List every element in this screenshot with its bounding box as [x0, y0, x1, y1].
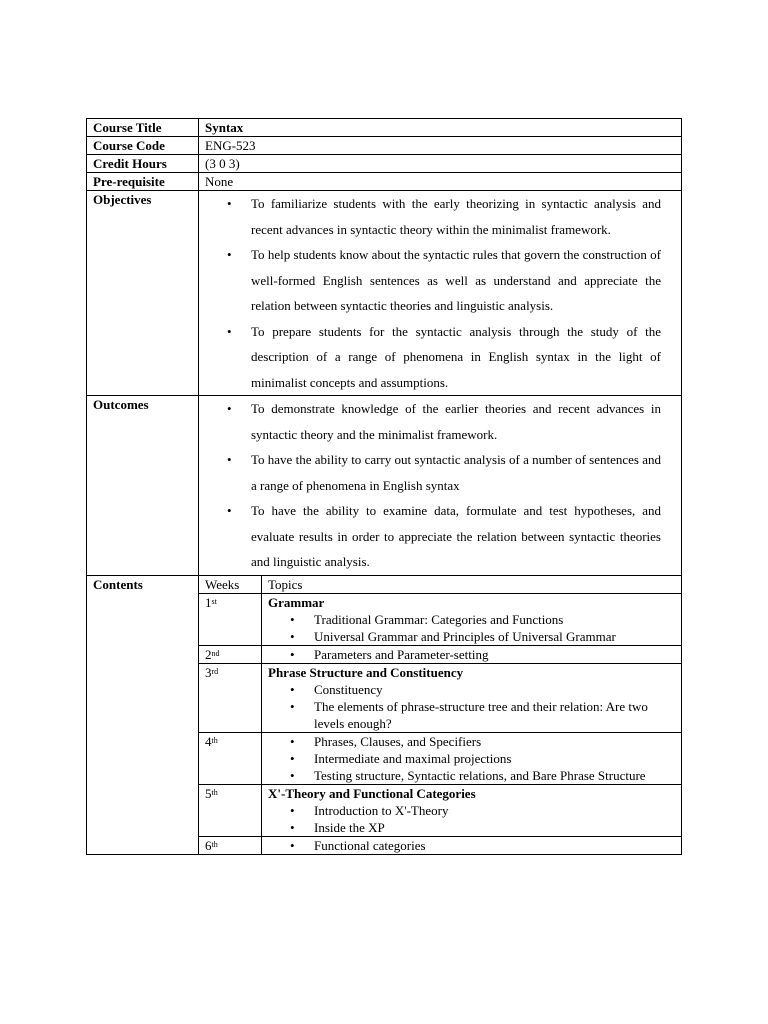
week-number-cell [199, 593, 262, 645]
outcomes-list [205, 396, 661, 575]
week-row [199, 732, 681, 784]
week-topic-item: • Parameters and Parameter-setting [268, 646, 675, 663]
course-table [86, 118, 682, 855]
week-number-cell [199, 784, 262, 836]
week-topic-heading: Grammar [268, 594, 325, 610]
week-topics-cell [262, 836, 682, 854]
course-title-row [87, 119, 682, 137]
topics-header: Topics [262, 576, 682, 594]
week-topic-list [268, 681, 675, 732]
contents-row [87, 575, 682, 854]
course-document [86, 118, 682, 855]
course-code-value: ENG-523 [199, 137, 682, 155]
week-row [199, 645, 681, 663]
week-row [199, 593, 681, 645]
week-topic-item: • Universal Grammar and Principles of Universal Grammar [268, 628, 675, 645]
week-topic-item: • Introduction to X'-Theory [268, 802, 675, 819]
objectives-label: Objectives [87, 191, 199, 396]
week-number: 4 [205, 733, 212, 749]
prerequisite-value: None [199, 173, 682, 191]
week-topic-item: • Phrases, Clauses, and Specifiers [268, 733, 675, 750]
week-topic-list [268, 733, 675, 784]
week-topics-cell [262, 645, 682, 663]
week-ordinal-suffix: st [211, 596, 217, 606]
week-topic-heading: X'-Theory and Functional Categories [268, 785, 476, 801]
credit-hours-row [87, 155, 682, 173]
week-topic-heading: Phrase Structure and Constituency [268, 664, 464, 680]
objective-item: • To help students know about the syntactic rules that govern the construction of well-formed English sentences as well as understand and appreciate the relation between syntactic theories and linguistic analysis. [205, 242, 661, 319]
contents-cell [199, 575, 682, 854]
credit-hours-label: Credit Hours [87, 155, 199, 173]
week-topic-item: • Functional categories [268, 837, 675, 854]
prerequisite-label: Pre-requisite [87, 173, 199, 191]
course-code-label: Course Code [87, 137, 199, 155]
weekly-topics-table [199, 576, 681, 854]
week-topic-item: • Constituency [268, 681, 675, 698]
week-ordinal-suffix: th [211, 839, 218, 849]
outcome-item: • To have the ability to carry out syntactic analysis of a number of sentences and a range of phenomena in English syntax [205, 447, 661, 498]
week-number-cell [199, 732, 262, 784]
credit-hours-value: (3 0 3) [199, 155, 682, 173]
objective-item: • To familiarize students with the early theorizing in syntactic analysis and recent advances in syntactic theory within the minimalist framework. [205, 191, 661, 242]
outcome-item: • To have the ability to examine data, formulate and test hypotheses, and evaluate results in order to appreciate the relation between syntactic theories and linguistic analysis. [205, 498, 661, 575]
week-topic-list [268, 611, 675, 645]
week-number: 5 [205, 785, 212, 801]
week-topics-cell [262, 593, 682, 645]
week-topic-list [268, 837, 675, 854]
week-topic-list [268, 646, 675, 663]
course-title-value: Syntax [199, 119, 682, 137]
outcomes-cell [199, 396, 682, 576]
week-number: 3 [205, 664, 212, 680]
week-ordinal-suffix: th [211, 735, 218, 745]
contents-label: Contents [87, 575, 199, 854]
outcome-item: • To demonstrate knowledge of the earlier theories and recent advances in syntactic theory and the minimalist framework. [205, 396, 661, 447]
objectives-cell [199, 191, 682, 396]
week-number: 6 [205, 837, 212, 853]
course-title-label: Course Title [87, 119, 199, 137]
week-number-cell [199, 645, 262, 663]
outcomes-label: Outcomes [87, 396, 199, 576]
weeks-header: Weeks [199, 576, 262, 594]
week-row [199, 836, 681, 854]
objectives-list [205, 191, 661, 395]
week-number: 1 [205, 594, 212, 610]
outcomes-row [87, 396, 682, 576]
course-code-row [87, 137, 682, 155]
week-number-cell [199, 836, 262, 854]
week-topic-item: • Traditional Grammar: Categories and Functions [268, 611, 675, 628]
week-number: 2 [205, 646, 212, 662]
weeks-header-row [199, 576, 681, 594]
week-row [199, 784, 681, 836]
week-topics-cell [262, 784, 682, 836]
objective-item: • To prepare students for the syntactic analysis through the study of the description of a range of phenomena in English syntax in the light of minimalist concepts and assumptions. [205, 319, 661, 396]
week-topic-list [268, 802, 675, 836]
week-topics-cell [262, 663, 682, 732]
prerequisite-row [87, 173, 682, 191]
week-number-cell [199, 663, 262, 732]
week-row [199, 663, 681, 732]
week-topic-item: • Inside the XP [268, 819, 675, 836]
week-topic-item: • Testing structure, Syntactic relations, and Bare Phrase Structure [268, 767, 675, 784]
week-topics-cell [262, 732, 682, 784]
objectives-row [87, 191, 682, 396]
week-ordinal-suffix: nd [211, 648, 220, 658]
week-ordinal-suffix: th [211, 787, 218, 797]
week-ordinal-suffix: rd [211, 666, 219, 676]
week-topic-item: • Intermediate and maximal projections [268, 750, 675, 767]
week-topic-item: • The elements of phrase-structure tree and their relation: Are two levels enough? [268, 698, 675, 732]
